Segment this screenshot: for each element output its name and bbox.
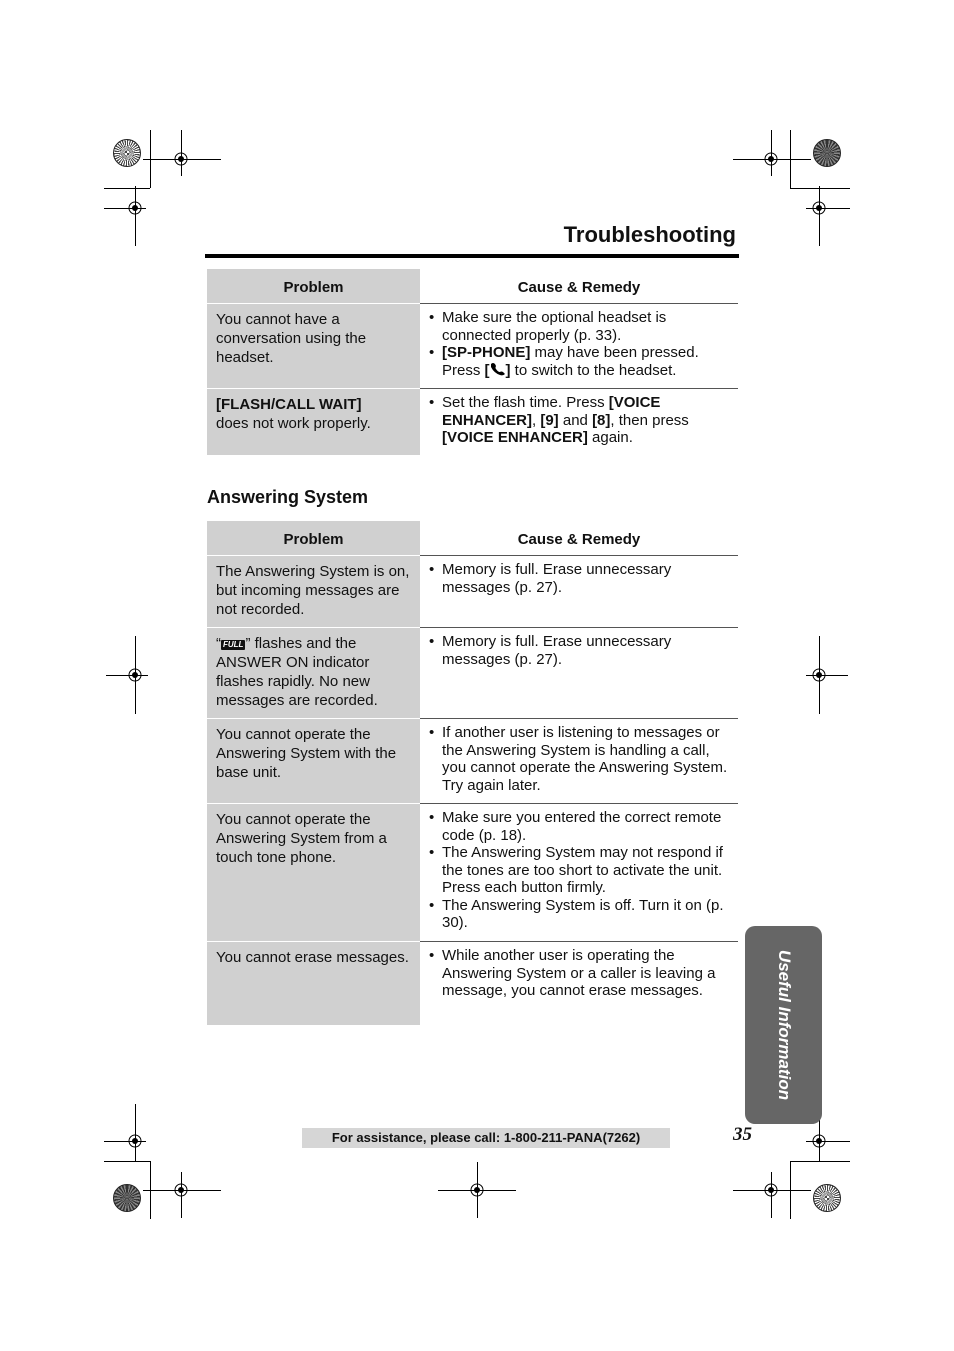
section-side-tab: [745, 926, 822, 1124]
problem-header: Problem: [207, 521, 420, 556]
remedy-item: • Set the flash time. Press [VOICE ENHANCER], [9] and [8], then press [VOICE ENHANCER] again.: [429, 394, 732, 447]
remedy-item: • The Answering System is off. Turn it on (p. 30).: [429, 897, 732, 932]
remedy-item: • Memory is full. Erase unnecessary messages (p. 27).: [429, 633, 732, 668]
registration-star-icon: [113, 1184, 141, 1212]
table-row: [207, 804, 738, 942]
remedy-cell: [420, 628, 738, 719]
problem-cell: You cannot operate the Answering System from a touch tone phone.: [207, 804, 420, 942]
remedy-cell: [420, 719, 738, 804]
full-indicator-icon: FULL: [223, 640, 244, 649]
registration-star-icon: [813, 1184, 841, 1212]
page-number: 35: [733, 1124, 752, 1145]
remedy-header: Cause & Remedy: [420, 521, 738, 556]
remedy-header: Cause & Remedy: [420, 269, 738, 304]
table-row: [207, 556, 738, 628]
page-title: Troubleshooting: [563, 222, 736, 247]
assistance-footer: For assistance, please call: 1-800-211-PANA(7262): [302, 1128, 670, 1148]
problem-cell: You cannot operate the Answering System with the base unit.: [207, 719, 420, 804]
remedy-item: • Make sure you entered the correct remote code (p. 18).: [429, 809, 732, 844]
registration-star-icon: [813, 139, 841, 167]
remedy-cell: [420, 556, 738, 628]
section-heading: Answering System: [207, 487, 369, 507]
problem-cell: [FLASH/CALL WAIT] does not work properly.: [207, 389, 420, 455]
phone-handset-icon: [490, 362, 506, 376]
problem-cell: You cannot erase messages.: [207, 942, 420, 1026]
registration-star-icon: [113, 139, 141, 167]
table-row: [207, 942, 738, 1026]
remedy-cell: [420, 804, 738, 942]
problem-cell: The Answering System is on, but incoming messages are not recorded.: [207, 556, 420, 628]
table-row: [207, 304, 738, 389]
table-row: [207, 719, 738, 804]
problem-header: Problem: [207, 269, 420, 304]
problem-cell: You cannot have a conversation using the headset.: [207, 304, 420, 389]
remedy-item: • [SP-PHONE] may have been pressed. Press [ ] to switch to the headset.: [429, 344, 732, 379]
remedy-item: • The Answering System may not respond if the tones are too short to activate the unit. Press each button firmly.: [429, 844, 732, 897]
remedy-cell: [420, 942, 738, 1026]
side-tab-label: Useful Information: [774, 949, 794, 1101]
remedy-item: • If another user is listening to messages or the Answering System is handling a call, you cannot operate the Answering System. Try again later.: [429, 724, 732, 794]
remedy-item: • Memory is full. Erase unnecessary messages (p. 27).: [429, 561, 732, 596]
title-rule: [205, 254, 739, 258]
remedy-item: • While another user is operating the Answering System or a caller is leaving a message, you cannot erase messages.: [429, 947, 732, 1000]
remedy-cell: [420, 389, 738, 455]
troubleshooting-table-general: [207, 269, 738, 455]
remedy-item: • Make sure the optional headset is connected properly (p. 33).: [429, 309, 732, 344]
problem-cell: “ FULL ” flashes and the ANSWER ON indicator flashes rapidly. No new messages are recorded.: [207, 628, 420, 719]
table-row: [207, 389, 738, 455]
remedy-cell: [420, 304, 738, 389]
troubleshooting-table-answering: [207, 521, 738, 1025]
table-row: [207, 628, 738, 719]
